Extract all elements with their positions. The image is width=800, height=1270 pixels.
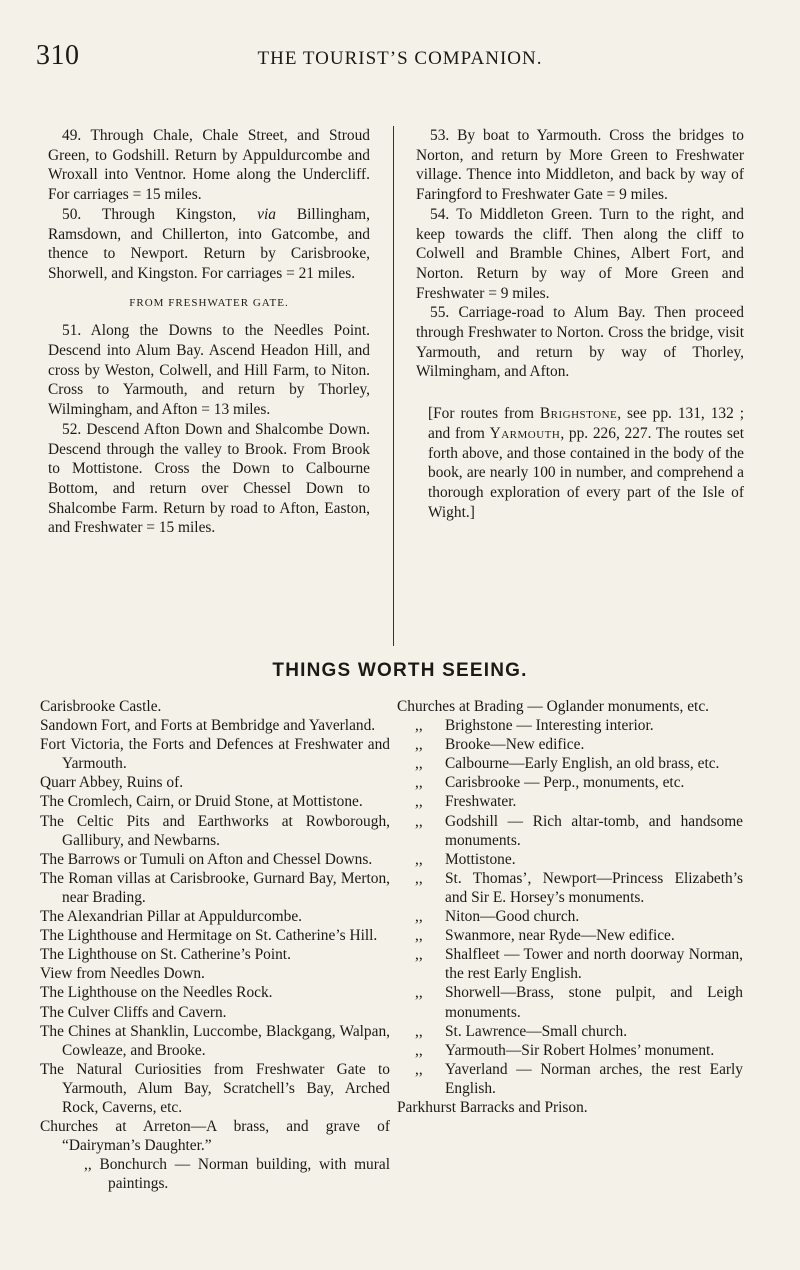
section-title: THINGS WORTH SEEING. <box>272 660 528 681</box>
sight-item: The Alexandrian Pillar at Appuldurcombe. <box>40 908 303 926</box>
church-item: ,, Godshill — Rich altar-tomb, and handsome monuments. <box>415 812 743 849</box>
church-item: ,, Brighstone — Interesting interior. <box>415 717 654 735</box>
ditto-mark: ,, <box>415 774 423 792</box>
church-item-brading: Churches at Brading — Oglander monuments, etc. <box>397 698 710 715</box>
subheading-freshwater-gate: FROM FRESHWATER GATE. <box>129 296 289 309</box>
sight-item: Fort Victoria, the Forts and Defences at Freshwater and Yarmouth. <box>40 736 390 773</box>
sight-item-bonchurch: ,, Bonchurch — Norman building, with mural paintings. <box>84 1156 390 1193</box>
church-item-parkhurst: Parkhurst Barracks and Prison. <box>397 1098 588 1116</box>
sight-item: The Lighthouse on the Needles Rock. <box>40 984 273 1002</box>
sight-item: The Lighthouse and Hermitage on St. Catherine’s Hill. <box>40 927 378 945</box>
ditto-mark: ,, <box>415 869 423 887</box>
ditto-mark: ,, <box>415 812 423 830</box>
route-52: 52. Descend Afton Down and Shalcombe Down. Descend through the valley to Brook. From Brook to Mottistone. Cross the Down to Calbourne Bottom, and return over Chessel Down to Shalcombe Farm. Return by road to Afton, Easton, and Freshwater = 15 miles. <box>48 420 370 537</box>
sight-item: The Lighthouse on St. Catherine’s Point. <box>40 946 291 964</box>
sight-item: The Chines at Shanklin, Luccombe, Blackgang, Walpan, Cowleaze, and Brooke. <box>40 1022 390 1059</box>
church-item: ,, Brooke—New edifice. <box>415 736 585 754</box>
church-item: ,, Shalfleet — Tower and north doorway Norman, the rest Early English. <box>415 946 743 983</box>
ditto-mark: ,, <box>415 927 423 945</box>
route-51: 51. Along the Downs to the Needles Point. Descend into Alum Bay. Ascend Headon Hill, and cross by Weston, Colwell, and Hill Farm, to Niton. Cross to Yarmouth, and return by Thorley, Wilmingham, and Afton = 13 miles. <box>48 322 370 419</box>
ditto-mark: ,, <box>415 736 423 754</box>
church-item: ,, Carisbrooke — Perp., monuments, etc. <box>415 774 685 792</box>
ditto-mark: ,, <box>415 908 423 926</box>
church-item: ,, Shorwell—Brass, stone pulpit, and Leigh monuments. <box>415 984 743 1021</box>
routes-note: [For routes from Brighstone, see pp. 131, 132 ; and from Yarmouth, pp. 226, 227. The routes set forth above, and those contained in the body of the book, are nearly 100 in number, and comprehend a thorough exploration of every part of the Isle of Wight.] <box>428 405 744 521</box>
church-item: ,, Mottistone. <box>415 850 516 868</box>
left-column <box>48 126 370 538</box>
ditto-mark: ,, <box>415 850 423 868</box>
church-item: ,, Swanmore, near Ryde—New edifice. <box>415 927 675 945</box>
church-item: ,, Yaverland — Norman arches, the rest Early English. <box>415 1060 743 1097</box>
ditto-mark: ,, <box>415 1022 423 1040</box>
sights-list <box>40 697 390 1193</box>
page-number: 310 <box>36 40 80 71</box>
ditto-mark: ,, <box>415 793 423 811</box>
route-49: 49. Through Chale, Chale Street, and Stroud Green, to Godshill. Return by Appuldurcombe and Wroxall into Ventnor. Home along the Undercliff. For carriages = 15 miles. <box>48 127 370 204</box>
sight-item: Carisbrooke Castle. <box>40 698 162 715</box>
church-item: ,, Yarmouth—Sir Robert Holmes’ monument. <box>415 1041 715 1059</box>
ditto-mark: ,, <box>415 946 423 964</box>
church-item: ,, Niton—Good church. <box>415 908 580 926</box>
ditto-mark: ,, <box>415 984 423 1002</box>
column-divider <box>393 126 394 646</box>
right-column <box>416 126 744 522</box>
running-head: THE TOURIST’S COMPANION. <box>257 48 543 69</box>
churches-list <box>397 697 743 1117</box>
church-item: ,, Calbourne—Early English, an old brass, etc. <box>415 755 720 773</box>
sight-item: The Culver Cliffs and Cavern. <box>40 1003 227 1021</box>
church-item: ,, St. Thomas’, Newport—Princess Elizabeth’s and Sir E. Horsey’s monuments. <box>415 869 743 906</box>
sight-item: The Cromlech, Cairn, or Druid Stone, at Mottistone. <box>40 793 363 811</box>
sight-item: The Natural Curiosities from Freshwater Gate to Yarmouth, Alum Bay, Scratchell’s Bay, Arched Rock, Caverns, etc. <box>40 1060 390 1116</box>
ditto-mark: ,, <box>415 1041 423 1059</box>
sight-item: The Celtic Pits and Earthworks at Rowborough, Gallibury, and Newbarns. <box>40 812 390 849</box>
route-54: 54. To Middleton Green. Turn to the right, and keep towards the cliff. Then along the cliff to Colwell and Bramble Chines, Albert Fort, and Norton. Return by way of More Green and Freshwater = 9 miles. <box>416 205 744 302</box>
sight-item: The Roman villas at Carisbrooke, Gurnard Bay, Merton, near Brading. <box>40 869 390 906</box>
sight-item: The Barrows or Tumuli on Afton and Chessel Downs. <box>40 850 373 868</box>
sight-item: View from Needles Down. <box>40 965 205 983</box>
church-item: ,, Freshwater. <box>415 793 517 811</box>
sight-item: Churches at Arreton—A brass, and grave of “Dairyman’s Daughter.” <box>40 1118 390 1155</box>
route-55: 55. Carriage-road to Alum Bay. Then proceed through Freshwater to Norton. Cross the bridge, visit Yarmouth, and return by way of Thorley, Wilmingham, and Afton. <box>416 304 744 381</box>
sight-item: Quarr Abbey, Ruins of. <box>40 774 184 792</box>
route-53: 53. By boat to Yarmouth. Cross the bridges to Norton, and return by More Green to Freshwater village. Thence into Middleton, and back by way of Faringford to Freshwater Gate = 9 miles. <box>416 127 744 204</box>
ditto-mark: ,, <box>415 1060 423 1078</box>
page-header <box>0 40 800 80</box>
church-item: ,, St. Lawrence—Small church. <box>415 1022 628 1040</box>
route-50: 50. Through Kingston, via Billingham, Ramsdown, and Chillerton, into Gatcombe, and thence to Newport. Return by Carisbrooke, Shorwell, and Kingston. For carriages = 21 miles. <box>48 205 370 282</box>
ditto-mark: ,, <box>415 717 423 735</box>
ditto-mark: ,, <box>415 755 423 773</box>
sight-item: Sandown Fort, and Forts at Bembridge and Yaverland. <box>40 717 376 735</box>
